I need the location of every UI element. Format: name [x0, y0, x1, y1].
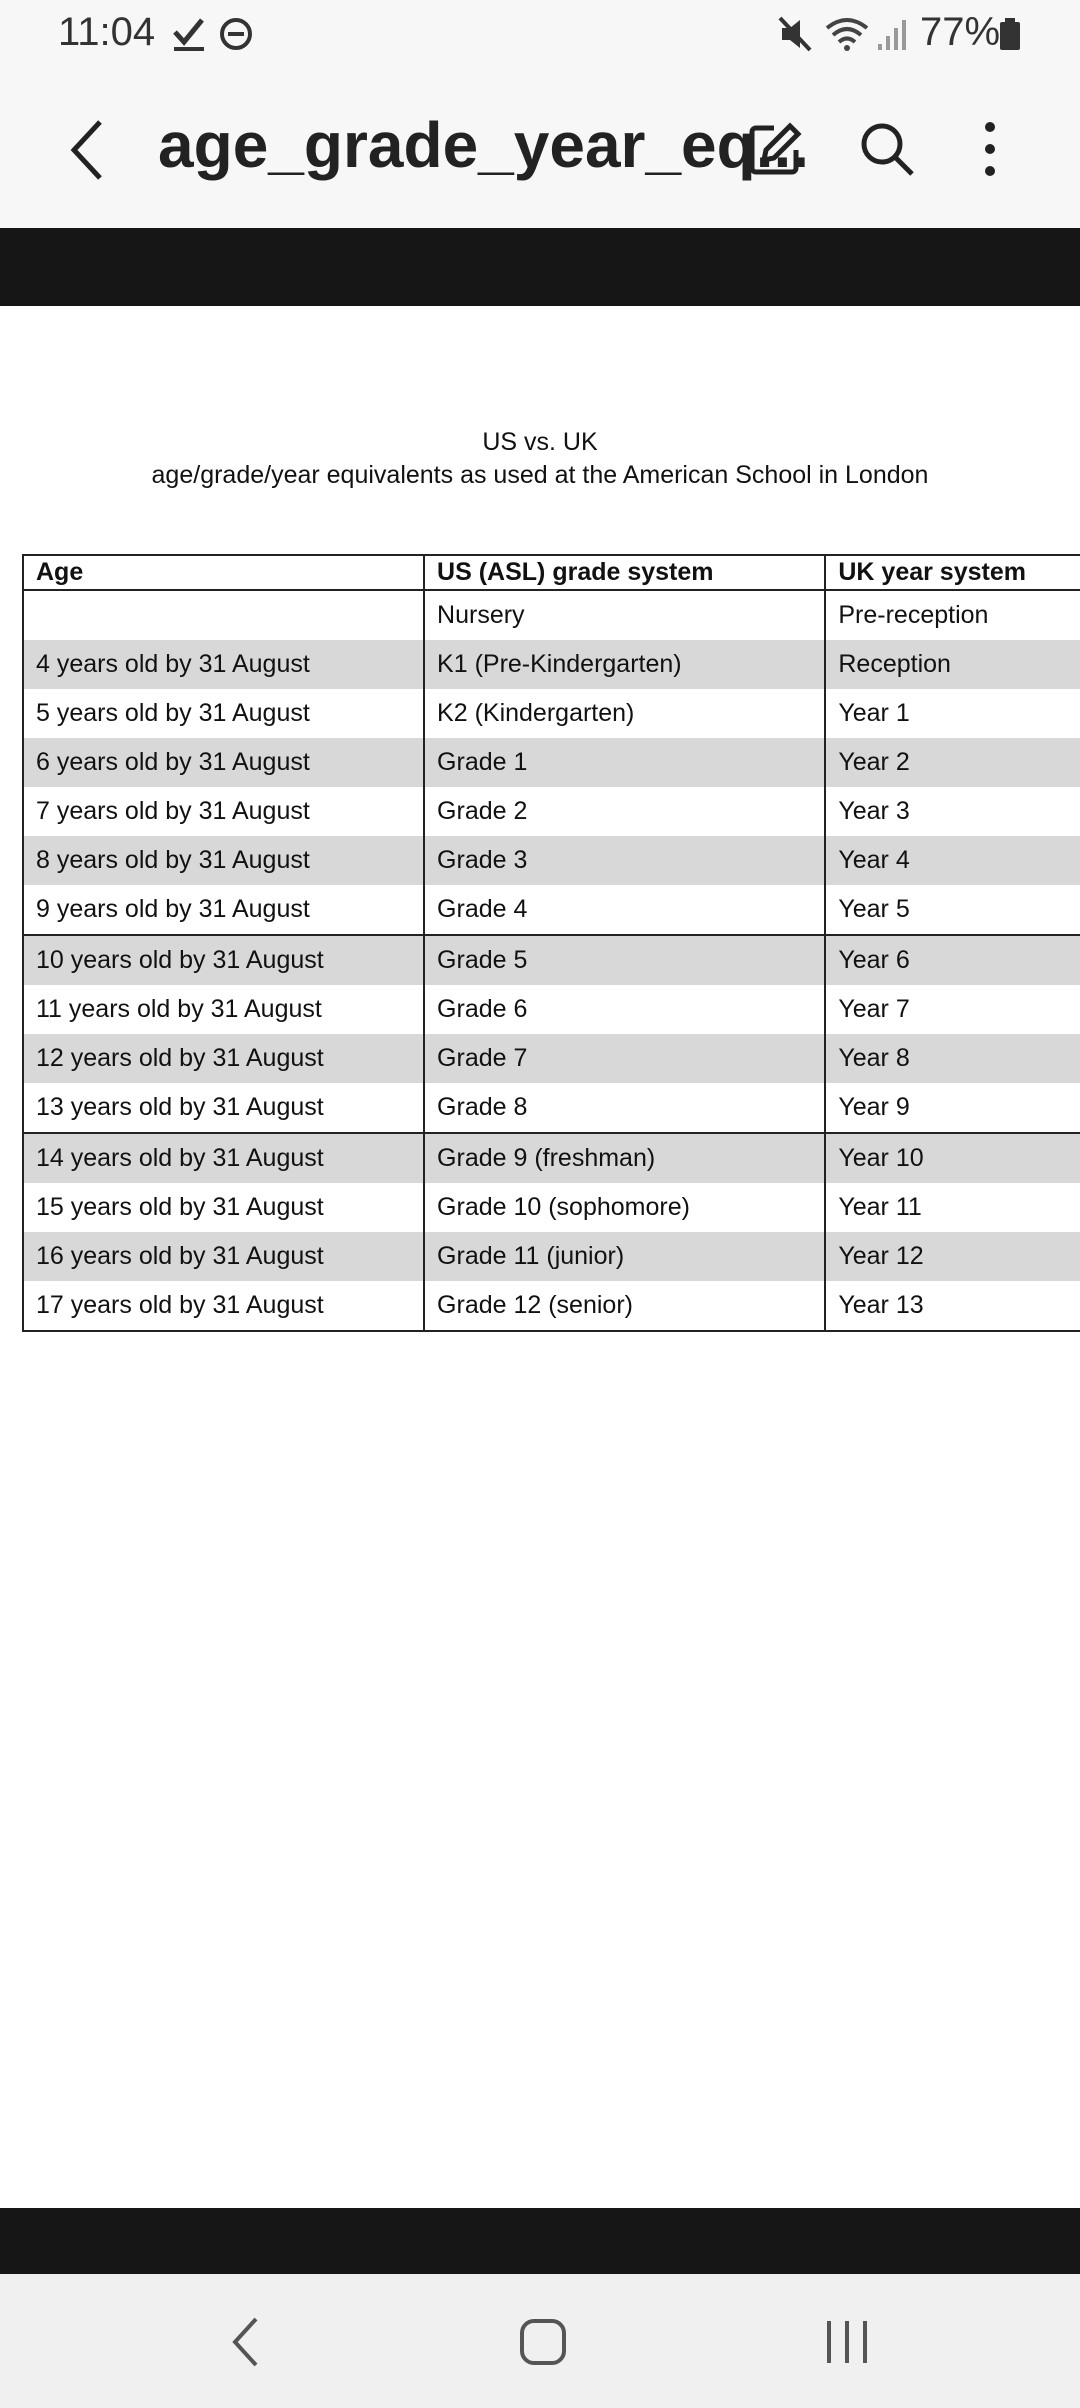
table-row: [23, 1183, 1080, 1232]
table-row: [23, 836, 1080, 885]
us-grade-cell: Grade 11 (junior): [424, 1232, 825, 1281]
mute-icon: [776, 14, 814, 59]
us-grade-cell: Grade 5: [424, 935, 825, 985]
header-us-grade: US (ASL) grade system: [424, 555, 825, 590]
age-cell: 4 years old by 31 August: [23, 640, 424, 689]
table-row: [23, 1232, 1080, 1281]
uk-year-cell: Reception: [825, 640, 1080, 689]
table-row: [23, 787, 1080, 836]
edit-icon[interactable]: [740, 114, 810, 184]
us-grade-cell: K2 (Kindergarten): [424, 689, 825, 738]
uk-year-cell: Year 6: [825, 935, 1080, 985]
us-grade-cell: Grade 12 (senior): [424, 1281, 825, 1331]
age-cell: 16 years old by 31 August: [23, 1232, 424, 1281]
us-grade-cell: Grade 10 (sophomore): [424, 1183, 825, 1232]
age-cell: 5 years old by 31 August: [23, 689, 424, 738]
us-grade-cell: Nursery: [424, 590, 825, 640]
uk-year-cell: Year 3: [838, 797, 910, 825]
table-row: [23, 1281, 1080, 1331]
uk-year-cell: Year 5: [838, 895, 910, 923]
status-time: 11:04: [58, 10, 156, 54]
header-uk-year: UK year system: [825, 555, 1080, 590]
table-row: [23, 885, 1080, 935]
age-cell: 10 years old by 31 August: [23, 935, 424, 985]
document-title: US vs. UK: [482, 428, 598, 456]
us-grade-cell: Grade 1: [424, 738, 825, 787]
uk-year-cell: Pre-reception: [838, 601, 989, 629]
signal-icon: [876, 14, 910, 59]
age-cell: 11 years old by 31 August: [23, 985, 424, 1034]
dnd-icon: [218, 14, 254, 59]
viewer-top-band: [0, 228, 1080, 306]
header-age: Age: [23, 555, 424, 590]
app-bar: [0, 70, 1080, 228]
us-grade-cell: Grade 9 (freshman): [424, 1133, 825, 1183]
table-header-row: [23, 555, 1080, 590]
wifi-icon: [824, 14, 870, 59]
document-subtitle: age/grade/year equivalents as used at the American School in London: [151, 461, 929, 489]
document-page[interactable]: [0, 306, 1080, 2208]
age-cell: 15 years old by 31 August: [23, 1183, 424, 1232]
battery-icon: [998, 14, 1022, 59]
age-cell: 6 years old by 31 August: [23, 738, 424, 787]
table-row: [23, 590, 1080, 640]
age-cell: 9 years old by 31 August: [23, 885, 424, 935]
more-icon[interactable]: [960, 114, 1020, 184]
age-cell: 13 years old by 31 August: [23, 1083, 424, 1133]
table-row: [23, 1083, 1080, 1133]
us-grade-cell: Grade 8: [424, 1083, 825, 1133]
navigation-bar: [0, 2274, 1080, 2408]
age-cell: [23, 590, 424, 640]
table-row: [23, 985, 1080, 1034]
home-icon[interactable]: [508, 2302, 578, 2382]
uk-year-cell: Year 9: [838, 1093, 910, 1121]
age-cell: 17 years old by 31 August: [23, 1281, 424, 1331]
uk-year-cell: Year 7: [838, 995, 910, 1023]
viewer-bottom-band: [0, 2208, 1080, 2274]
table-row: [23, 1133, 1080, 1183]
uk-year-cell: Year 11: [838, 1193, 922, 1221]
age-cell: 8 years old by 31 August: [23, 836, 424, 885]
uk-year-cell: Year 4: [825, 836, 1080, 885]
age-cell: 12 years old by 31 August: [23, 1034, 424, 1083]
recents-icon[interactable]: [812, 2302, 882, 2382]
equivalents-table: [22, 554, 1080, 1332]
status-bar: [0, 0, 1080, 70]
table-row: [23, 1034, 1080, 1083]
page-title: age_grade_year_eq...: [158, 109, 810, 181]
us-grade-cell: Grade 2: [424, 787, 825, 836]
age-cell: 7 years old by 31 August: [23, 787, 424, 836]
us-grade-cell: Grade 4: [424, 885, 825, 935]
uk-year-cell: Year 13: [825, 1281, 1080, 1331]
nav-back-icon[interactable]: [210, 2302, 280, 2382]
table-row: [23, 738, 1080, 787]
us-grade-cell: Grade 7: [424, 1034, 825, 1083]
table-row: [23, 689, 1080, 738]
uk-year-cell: Year 2: [825, 738, 1080, 787]
table-row: [23, 935, 1080, 985]
search-icon[interactable]: [852, 114, 922, 184]
uk-year-cell: Year 8: [825, 1034, 1080, 1083]
uk-year-cell: Year 12: [825, 1232, 1080, 1281]
age-cell: 14 years old by 31 August: [23, 1133, 424, 1183]
check-icon: [172, 14, 206, 59]
uk-year-cell: Year 10: [825, 1133, 1080, 1183]
back-icon[interactable]: [56, 110, 120, 190]
us-grade-cell: Grade 3: [424, 836, 825, 885]
battery-percentage: 77%: [920, 10, 1001, 54]
table-row: [23, 640, 1080, 689]
uk-year-cell: Year 1: [838, 699, 910, 727]
us-grade-cell: Grade 6: [424, 985, 825, 1034]
us-grade-cell: K1 (Pre-Kindergarten): [424, 640, 825, 689]
